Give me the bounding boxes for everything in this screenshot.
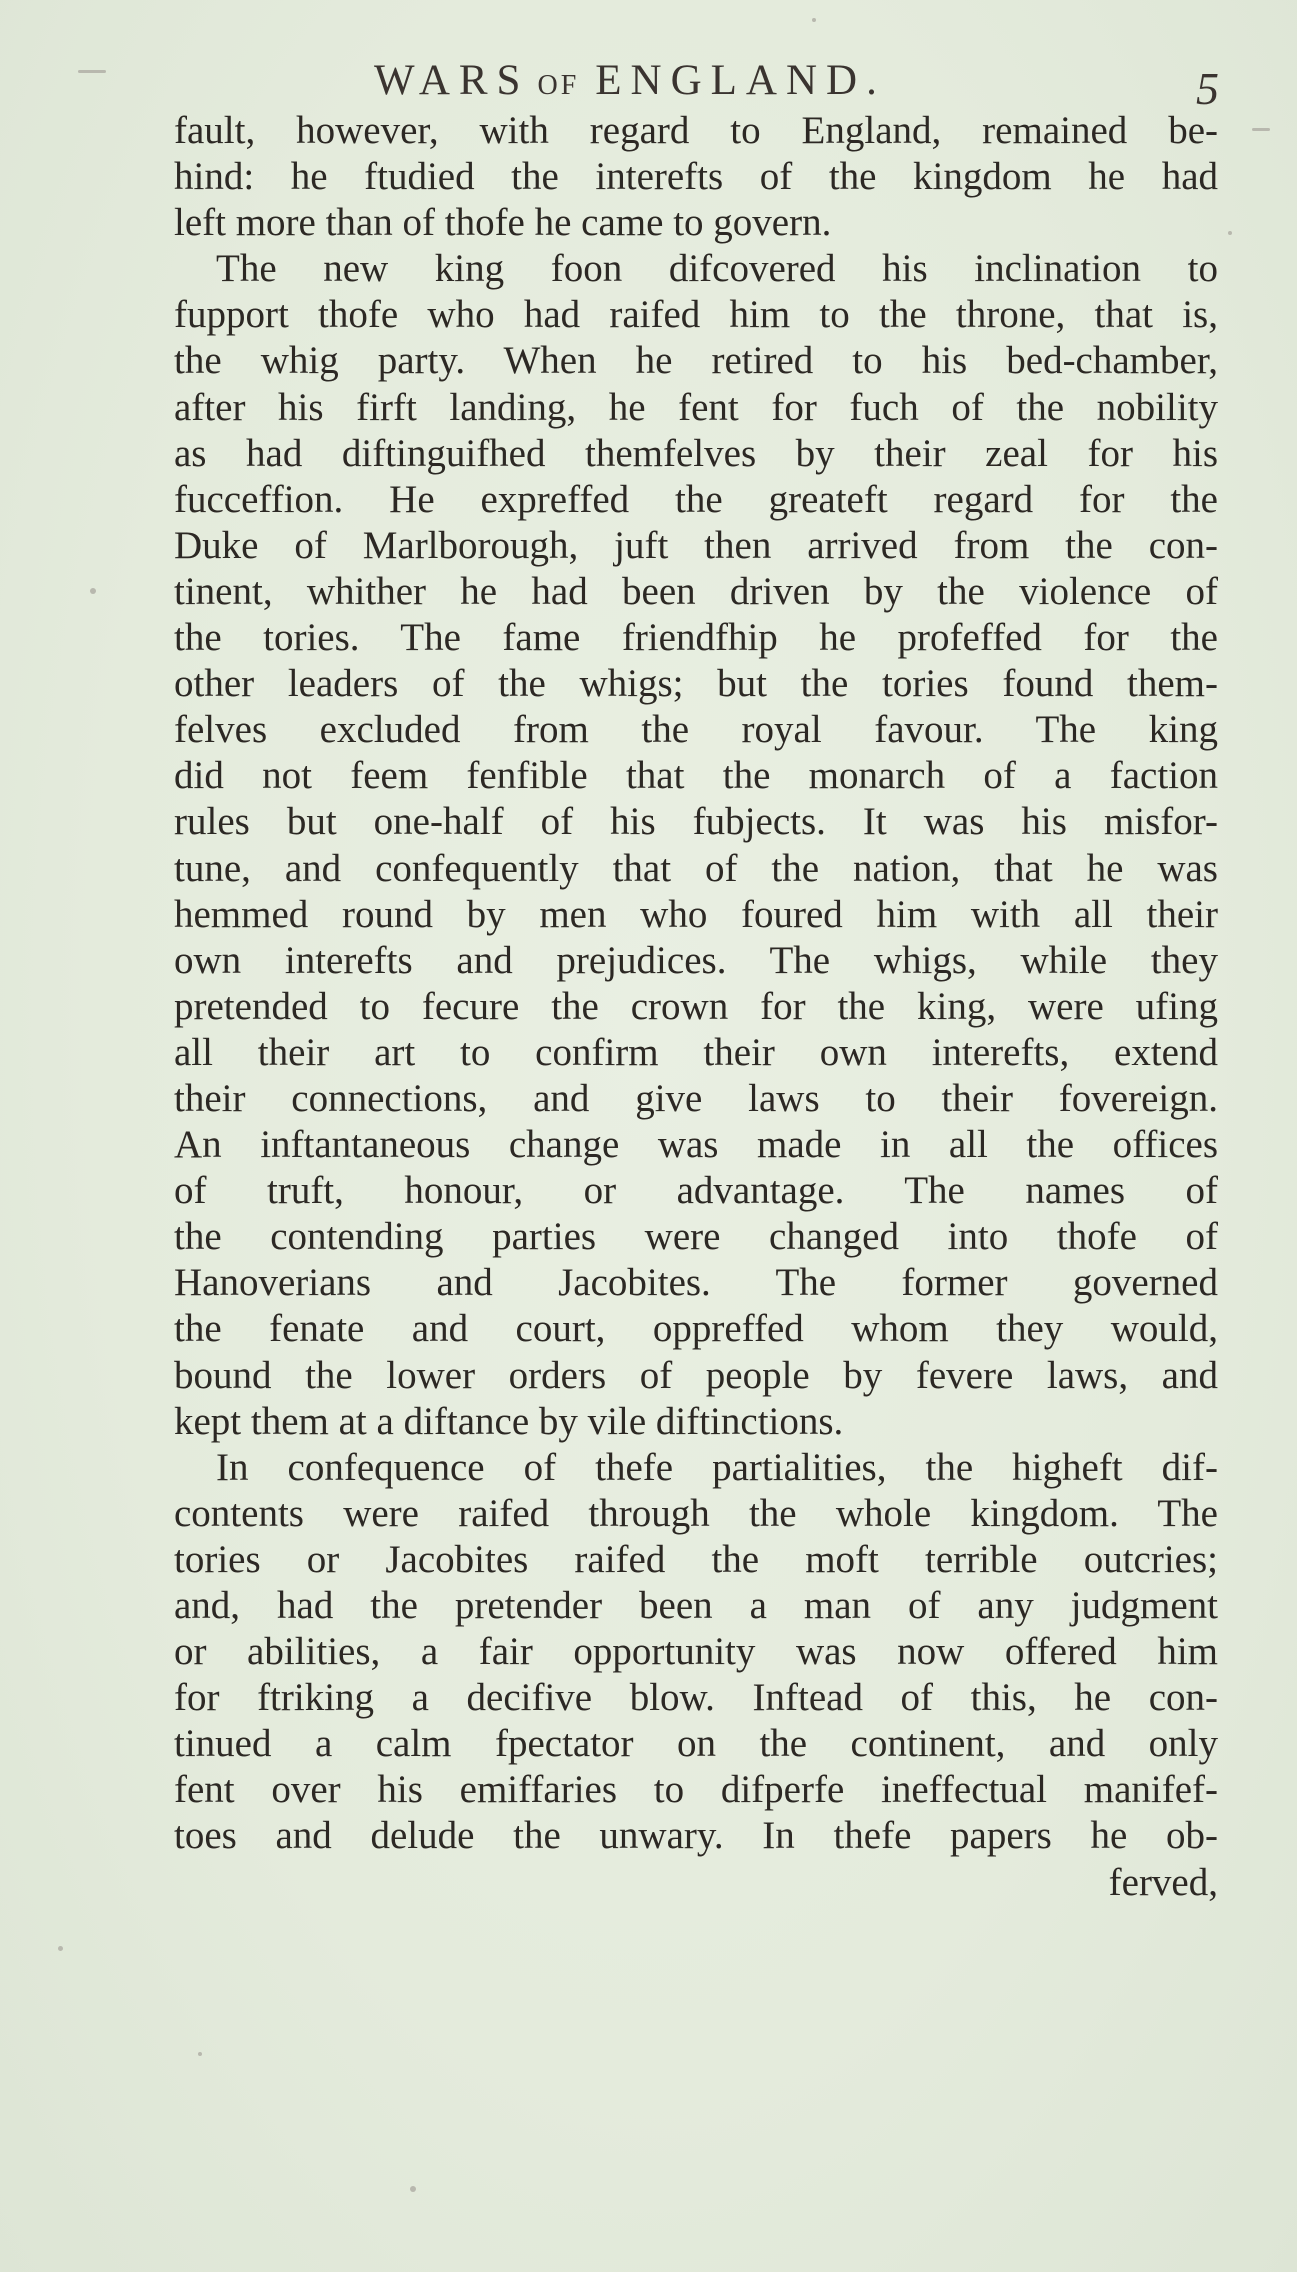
text-line: left more than of thofe he came to govern. [174, 201, 832, 245]
paper-speck [78, 70, 106, 73]
text-line: contents were raifed through the whole kingdom. The [174, 1491, 1218, 1535]
text-line: of truft, honour, or advantage. The names of [174, 1169, 1218, 1213]
text-line: fault, however, with regard to England, remained be- [174, 109, 1218, 152]
catchword: ferved, [1108, 1860, 1218, 1904]
text-line: or abilities, a fair opportunity was now offered him [174, 1630, 1218, 1674]
text-line: Hanoverians and Jacobites. The former governed [174, 1261, 1218, 1305]
paper-speck [812, 18, 816, 22]
text-line: toes and delude the unwary. In thefe papers he ob- [174, 1814, 1218, 1858]
text-line: other leaders of the whigs; but the tories found them- [174, 662, 1218, 706]
text-line: for ftriking a decifive blow. Inftead of this, he con- [174, 1676, 1218, 1720]
body-text [174, 108, 1218, 1906]
text-line: tinent, whither he had been driven by the violence of [174, 569, 1218, 613]
text-line: the contending parties were changed into thofe of [174, 1215, 1218, 1259]
text-line: rules but one-half of his fubjects. It was his misfor- [174, 800, 1218, 844]
page-number: 5 [1196, 63, 1219, 114]
paper-speck [58, 1946, 63, 1951]
paper-speck [1228, 231, 1232, 235]
paper-speck [1252, 128, 1270, 131]
text-line: their connections, and give laws to their fovereign. [174, 1076, 1218, 1120]
text-line: pretended to fecure the crown for the king, were ufing [174, 984, 1218, 1028]
text-line: kept them at a diftance by vile diftinctions. [174, 1399, 844, 1443]
paper-speck [90, 588, 96, 594]
text-line: felves excluded from the royal favour. The king [174, 708, 1218, 752]
text-line: fupport thofe who had raifed him to the throne, that is, [174, 293, 1218, 337]
running-head-left: WARS [374, 57, 530, 104]
text-line: bound the lower orders of people by fevere laws, and [174, 1353, 1218, 1397]
text-line: the fenate and court, oppreffed whom they would, [174, 1307, 1218, 1351]
paper-speck [198, 2052, 202, 2056]
text-line: after his firft landing, he fent for fuch of the nobility [174, 385, 1218, 429]
running-head [374, 56, 886, 105]
text-line: hind: he ftudied the interefts of the kingdom he had [174, 155, 1218, 199]
text-line: all their art to confirm their own interefts, extend [174, 1030, 1218, 1074]
running-head-mid: OF [537, 70, 580, 101]
text-line: hemmed round by men who foured him with all their [174, 892, 1218, 936]
text-line: In confequence of thefe partialities, the higheft dif- [216, 1445, 1218, 1489]
text-line: The new king foon difcovered his inclination to [216, 247, 1218, 291]
text-line: did not feem fenfible that the monarch of a faction [174, 754, 1218, 798]
text-line: and, had the pretender been a man of any judgment [174, 1584, 1218, 1627]
text-line: as had diftinguifhed themfelves by their zeal for his [174, 431, 1218, 475]
text-line: Duke of Marlborough, juft then arrived from the con- [174, 523, 1218, 567]
text-line: fucceffion. He expreffed the greateft regard for the [174, 477, 1218, 521]
text-line: tories or Jacobites raifed the moft terrible outcries; [174, 1537, 1218, 1581]
text-line: tune, and confequently that of the nation, that he was [174, 846, 1218, 890]
text-line: An inftantaneous change was made in all the offices [174, 1123, 1218, 1167]
text-line: the tories. The fame friendfhip he profeffed for the [174, 616, 1218, 660]
text-line: tinued a calm fpectator on the continent, and only [174, 1722, 1218, 1766]
text-line: own interefts and prejudices. The whigs, while they [174, 938, 1218, 982]
paper-speck [410, 2186, 416, 2192]
text-line: the whig party. When he retired to his bed-chamber, [174, 339, 1218, 383]
running-head-right: ENGLAND. [595, 57, 886, 104]
text-line: fent over his emiffaries to difperfe ineffectual manifef- [174, 1768, 1218, 1812]
